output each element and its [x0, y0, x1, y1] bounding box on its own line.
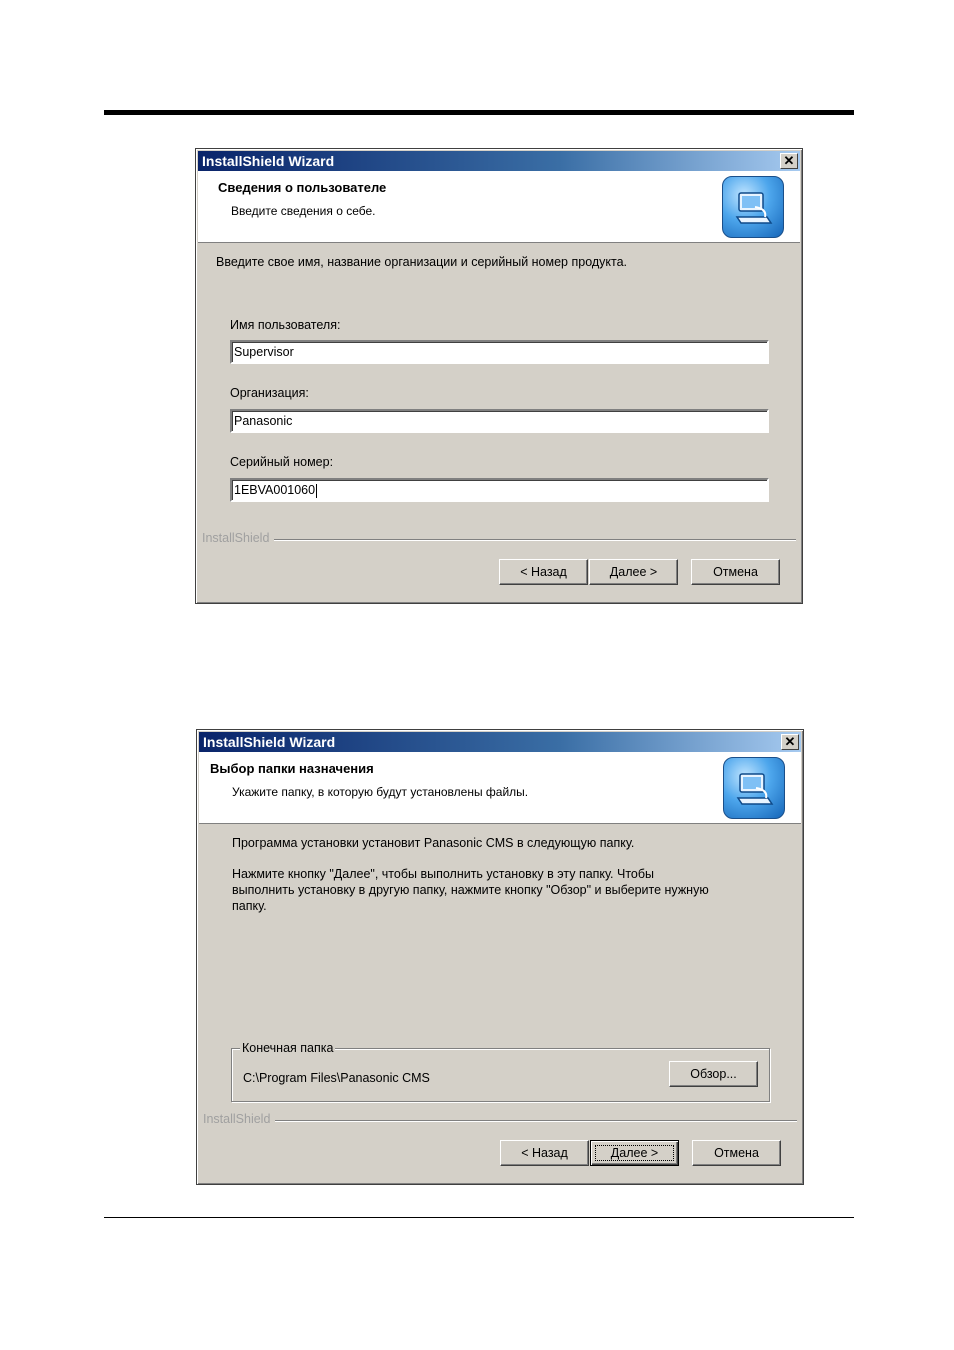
- intro-text: Введите свое имя, название организации и серийный номер продукта.: [216, 255, 628, 269]
- top-rule: [104, 110, 854, 115]
- installer-computer-icon: [723, 757, 785, 819]
- header-title: Сведения о пользователе: [218, 180, 387, 195]
- back-button[interactable]: < Назад: [499, 559, 588, 585]
- group-label: Конечная папка: [242, 1041, 334, 1055]
- wizard-header: [199, 752, 801, 824]
- brand-divider: [275, 1120, 797, 1122]
- instructions-line-3: папку.: [232, 899, 267, 913]
- installshield-brand: InstallShield: [202, 531, 270, 545]
- cancel-button[interactable]: Отмена: [692, 1140, 781, 1166]
- username-field[interactable]: Supervisor: [230, 340, 769, 364]
- username-label: Имя пользователя:: [230, 318, 341, 332]
- header-title: Выбор папки назначения: [210, 761, 374, 776]
- window-title: InstallShield Wizard: [202, 153, 335, 169]
- folder-path: C:\Program Files\Panasonic CMS: [243, 1071, 430, 1085]
- cancel-button[interactable]: Отмена: [691, 559, 780, 585]
- next-button[interactable]: Далее >: [590, 1140, 679, 1166]
- destination-folder-group: [231, 1041, 770, 1102]
- window-title: InstallShield Wizard: [203, 734, 336, 750]
- title-bar[interactable]: [199, 732, 801, 752]
- header-subtitle: Укажите папку, в которую будут установлены файлы.: [232, 785, 529, 799]
- installshield-brand: InstallShield: [203, 1112, 271, 1126]
- back-button[interactable]: < Назад: [500, 1140, 589, 1166]
- browse-button[interactable]: Обзор...: [669, 1061, 758, 1087]
- user-info-dialog: [195, 148, 803, 604]
- serial-value: 1EBVA001060: [234, 483, 316, 497]
- bottom-rule: [104, 1217, 854, 1218]
- title-bar[interactable]: [198, 151, 800, 171]
- destination-folder-dialog: [196, 729, 804, 1185]
- instructions-line-2: выполнить установку в другую папку, нажмите кнопку "Обзор" и выберите нужную: [232, 883, 709, 897]
- brand-divider: [274, 539, 796, 541]
- serial-field[interactable]: [230, 478, 769, 502]
- next-button[interactable]: Далее >: [589, 559, 678, 585]
- close-button[interactable]: ✕: [781, 734, 799, 750]
- installer-computer-icon: [722, 176, 784, 238]
- serial-label: Серийный номер:: [230, 455, 334, 469]
- install-location-text: Программа установки установит Panasonic CMS в следующую папку.: [232, 836, 635, 850]
- wizard-header: [198, 171, 800, 243]
- organization-label: Организация:: [230, 386, 309, 400]
- instructions-line-1: Нажмите кнопку "Далее", чтобы выполнить установку в эту папку. Чтобы: [232, 867, 654, 881]
- close-button[interactable]: ✕: [780, 153, 798, 169]
- organization-field[interactable]: Panasonic: [230, 409, 769, 433]
- header-subtitle: Введите сведения о себе.: [231, 204, 376, 218]
- text-caret: [316, 484, 317, 498]
